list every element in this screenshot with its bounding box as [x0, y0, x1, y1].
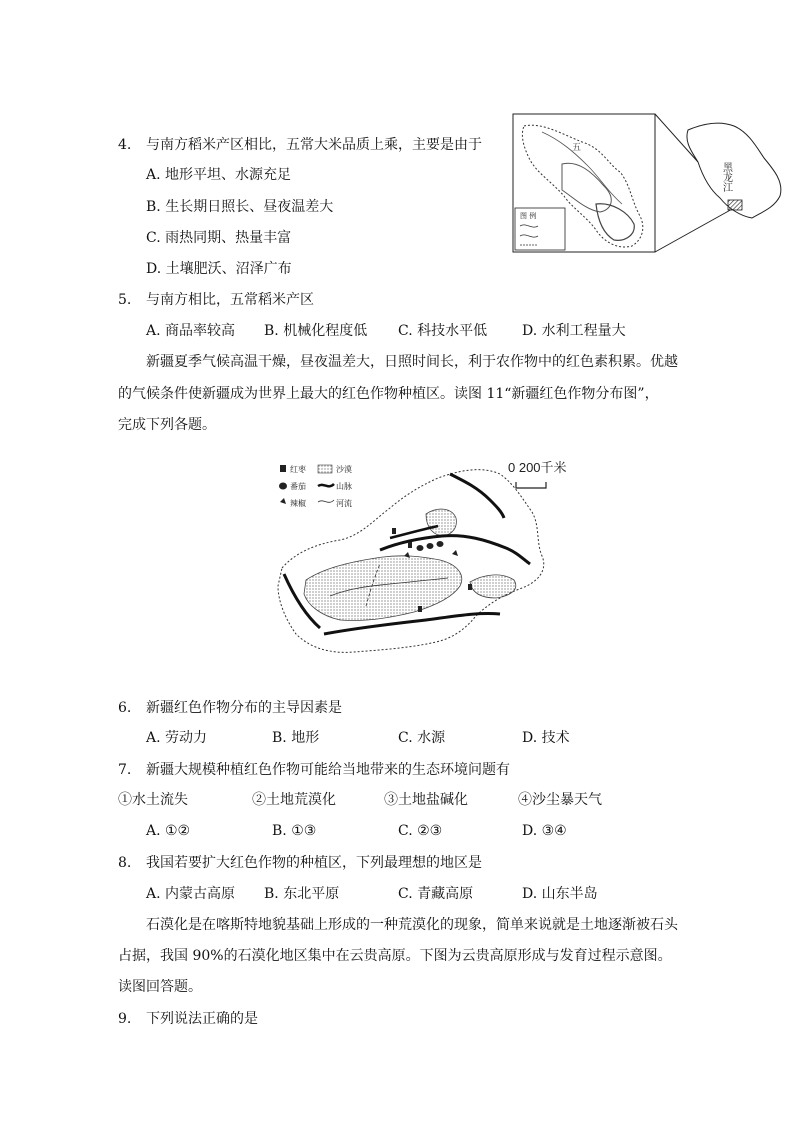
- q8-option-a: A. 内蒙古高原: [146, 886, 236, 902]
- q6-option-d: D. 技术: [522, 730, 570, 746]
- passage1-line3: 完成下列各题。: [118, 417, 216, 433]
- q7-option-c: C. ②③: [398, 823, 443, 839]
- q7-stem: 7. 新疆大规模种植红色作物可能给当地带来的生态环境问题有: [118, 762, 510, 778]
- legend-jujube: 红枣: [290, 465, 306, 474]
- map1-legend-title: 图 例: [520, 212, 537, 220]
- q4-option-a: A. 地形平坦、水源充足: [146, 167, 292, 183]
- map2-scale-bar: [516, 482, 546, 488]
- q6-stem: 6. 新疆红色作物分布的主导因素是: [118, 700, 342, 716]
- q8-option-c: C. 青藏高原: [398, 886, 474, 902]
- q9-number: 9.: [118, 1011, 132, 1027]
- q7-item-1: ①水土流失: [118, 792, 188, 808]
- passage2-line1: 石漠化是在喀斯特地貌基础上形成的一种荒漠化的现象，简单来说就是土地逐渐被石头: [146, 917, 678, 933]
- q6-option-c: C. 水源: [398, 730, 446, 746]
- q4-option-c: C. 雨热同期、热量丰富: [146, 230, 292, 246]
- q9-stem: 9. 下列说法正确的是: [118, 1011, 258, 1027]
- q7-option-a: A. ①②: [146, 823, 191, 839]
- passage1-line1: 新疆夏季气候高温干燥，昼夜温差大，日照时间长，利于农作物中的红色素积累。优越: [146, 354, 678, 370]
- q6-option-b: B. 地形: [272, 730, 320, 746]
- map1-heilongjiang-label: 黑龙江: [720, 162, 732, 192]
- q8-option-b: B. 东北平原: [264, 886, 340, 902]
- q7-item-4: ④沙尘暴天气: [518, 792, 602, 808]
- legend-pepper: 辣椒: [290, 499, 306, 508]
- legend-tomato: 番茄: [290, 482, 306, 491]
- legend-river: 河流: [336, 499, 352, 508]
- q7-number: 7.: [118, 762, 132, 778]
- q8-option-d: D. 山东半岛: [522, 886, 598, 902]
- q4-option-b: B. 生长期日照长、昼夜温差大: [146, 199, 334, 215]
- q5-option-c: C. 科技水平低: [398, 323, 488, 339]
- q5-option-b: B. 机械化程度低: [264, 323, 368, 339]
- q4-stem: 4. 与南方稻米产区相比，五常大米品质上乘，主要是由于: [118, 137, 482, 153]
- q7-option-d: D. ③④: [522, 823, 567, 839]
- passage2-line2: 占据，我国 90%的石漠化地区集中在云贵高原。下图为云贵高原形成与发育过程示意图。: [118, 948, 672, 964]
- q7-item-2: ②土地荒漠化: [252, 792, 336, 808]
- q4-number: 4.: [118, 137, 132, 153]
- q5-stem: 5. 与南方相比，五常稻米产区: [118, 292, 314, 308]
- passage2-line3: 读图回答题。: [118, 979, 202, 995]
- q6-option-a: A. 劳动力: [146, 730, 208, 746]
- q5-number: 5.: [118, 292, 132, 308]
- legend-desert: 沙漠: [336, 465, 352, 474]
- q7-option-b: B. ①③: [272, 823, 317, 839]
- wuchang-location-map: [512, 112, 790, 256]
- map2-scale-label: 0 200千米: [508, 460, 567, 475]
- xinjiang-red-crop-map: [270, 456, 610, 682]
- q5-option-a: A. 商品率较高: [146, 323, 236, 339]
- map2-legend: [279, 464, 352, 508]
- passage1-line2: 的气候条件使新疆成为世界上最大的红色作物种植区。读图 11“新疆红色作物分布图”，: [118, 386, 659, 402]
- q4-option-d: D. 土壤肥沃、沼泽广布: [146, 261, 292, 277]
- q8-number: 8.: [118, 855, 132, 871]
- q8-stem: 8. 我国若要扩大红色作物的种植区，下列最理想的地区是: [118, 855, 482, 871]
- q5-option-d: D. 水利工程量大: [522, 323, 626, 339]
- legend-mountain: 山脉: [336, 482, 352, 491]
- map1-river-label: 五: [572, 143, 582, 153]
- q6-number: 6.: [118, 700, 132, 716]
- q7-item-3: ③土地盐碱化: [384, 792, 468, 808]
